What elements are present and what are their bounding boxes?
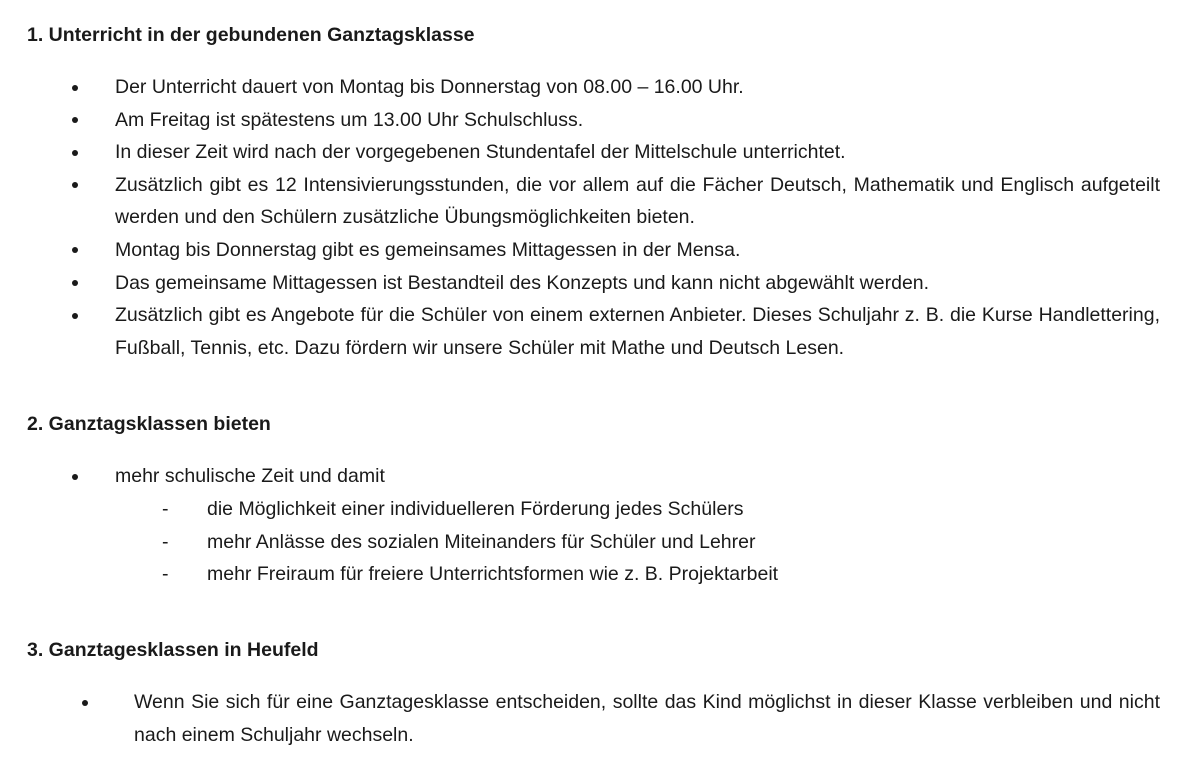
bullet-icon bbox=[72, 85, 78, 91]
section-3-list bbox=[134, 686, 1160, 751]
section-2-heading: 2. Ganztagsklassen bieten bbox=[27, 413, 271, 435]
bullet-icon bbox=[72, 117, 78, 123]
list-item: mehr schulische Zeit und damit bbox=[115, 460, 1160, 493]
list-item: In dieser Zeit wird nach der vorgegebenen Stundentafel der Mittelschule unterrichtet. bbox=[115, 136, 1160, 169]
dash-icon: - bbox=[162, 563, 169, 586]
list-item: Wenn Sie sich für eine Ganztagesklasse entscheiden, sollte das Kind möglichst in dieser Klasse verbleiben und nicht nach einem Schuljahr wechseln. bbox=[134, 686, 1160, 751]
section-1-list bbox=[115, 71, 1160, 364]
section-2-list bbox=[115, 460, 1160, 493]
list-item: Am Freitag ist spätestens um 13.00 Uhr Schulschluss. bbox=[115, 104, 1160, 137]
list-item: Zusätzlich gibt es 12 Intensivierungsstunden, die vor allem auf die Fächer Deutsch, Mathematik und Englisch aufgeteilt werden und den Schülern zusätzliche Übungsmöglichkeiten bieten. bbox=[115, 169, 1160, 234]
bullet-icon bbox=[72, 247, 78, 253]
sublist-item: - die Möglichkeit einer individuelleren Förderung jedes Schülers bbox=[207, 493, 1107, 526]
list-item: Der Unterricht dauert von Montag bis Donnerstag von 08.00 – 16.00 Uhr. bbox=[115, 71, 1160, 104]
list-item: Das gemeinsame Mittagessen ist Bestandteil des Konzepts und kann nicht abgewählt werden. bbox=[115, 267, 1160, 300]
sublist-item: - mehr Freiraum für freiere Unterrichtsformen wie z. B. Projektarbeit bbox=[207, 558, 1107, 591]
bullet-icon bbox=[72, 150, 78, 156]
list-item: Zusätzlich gibt es Angebote für die Schüler von einem externen Anbieter. Dieses Schuljahr z. B. die Kurse Handlettering, Fußball, Tennis, etc. Dazu fördern wir unsere Schüler mit Mathe und Deutsch Lesen. bbox=[115, 299, 1160, 364]
bullet-icon bbox=[72, 182, 78, 188]
section-3-heading: 3. Ganztagesklassen in Heufeld bbox=[27, 639, 319, 661]
bullet-icon bbox=[82, 700, 88, 706]
list-item: Montag bis Donnerstag gibt es gemeinsames Mittagessen in der Mensa. bbox=[115, 234, 1160, 267]
section-2-sublist bbox=[162, 493, 1107, 591]
section-1-heading: 1. Unterricht in der gebundenen Ganztagsklasse bbox=[27, 24, 475, 46]
dash-icon: - bbox=[162, 498, 169, 520]
dash-icon: - bbox=[162, 530, 169, 553]
sublist-item: - mehr Anlässe des sozialen Miteinanders für Schüler und Lehrer bbox=[207, 526, 1107, 559]
bullet-icon bbox=[72, 474, 78, 480]
bullet-icon bbox=[72, 313, 78, 319]
bullet-icon bbox=[72, 280, 78, 286]
